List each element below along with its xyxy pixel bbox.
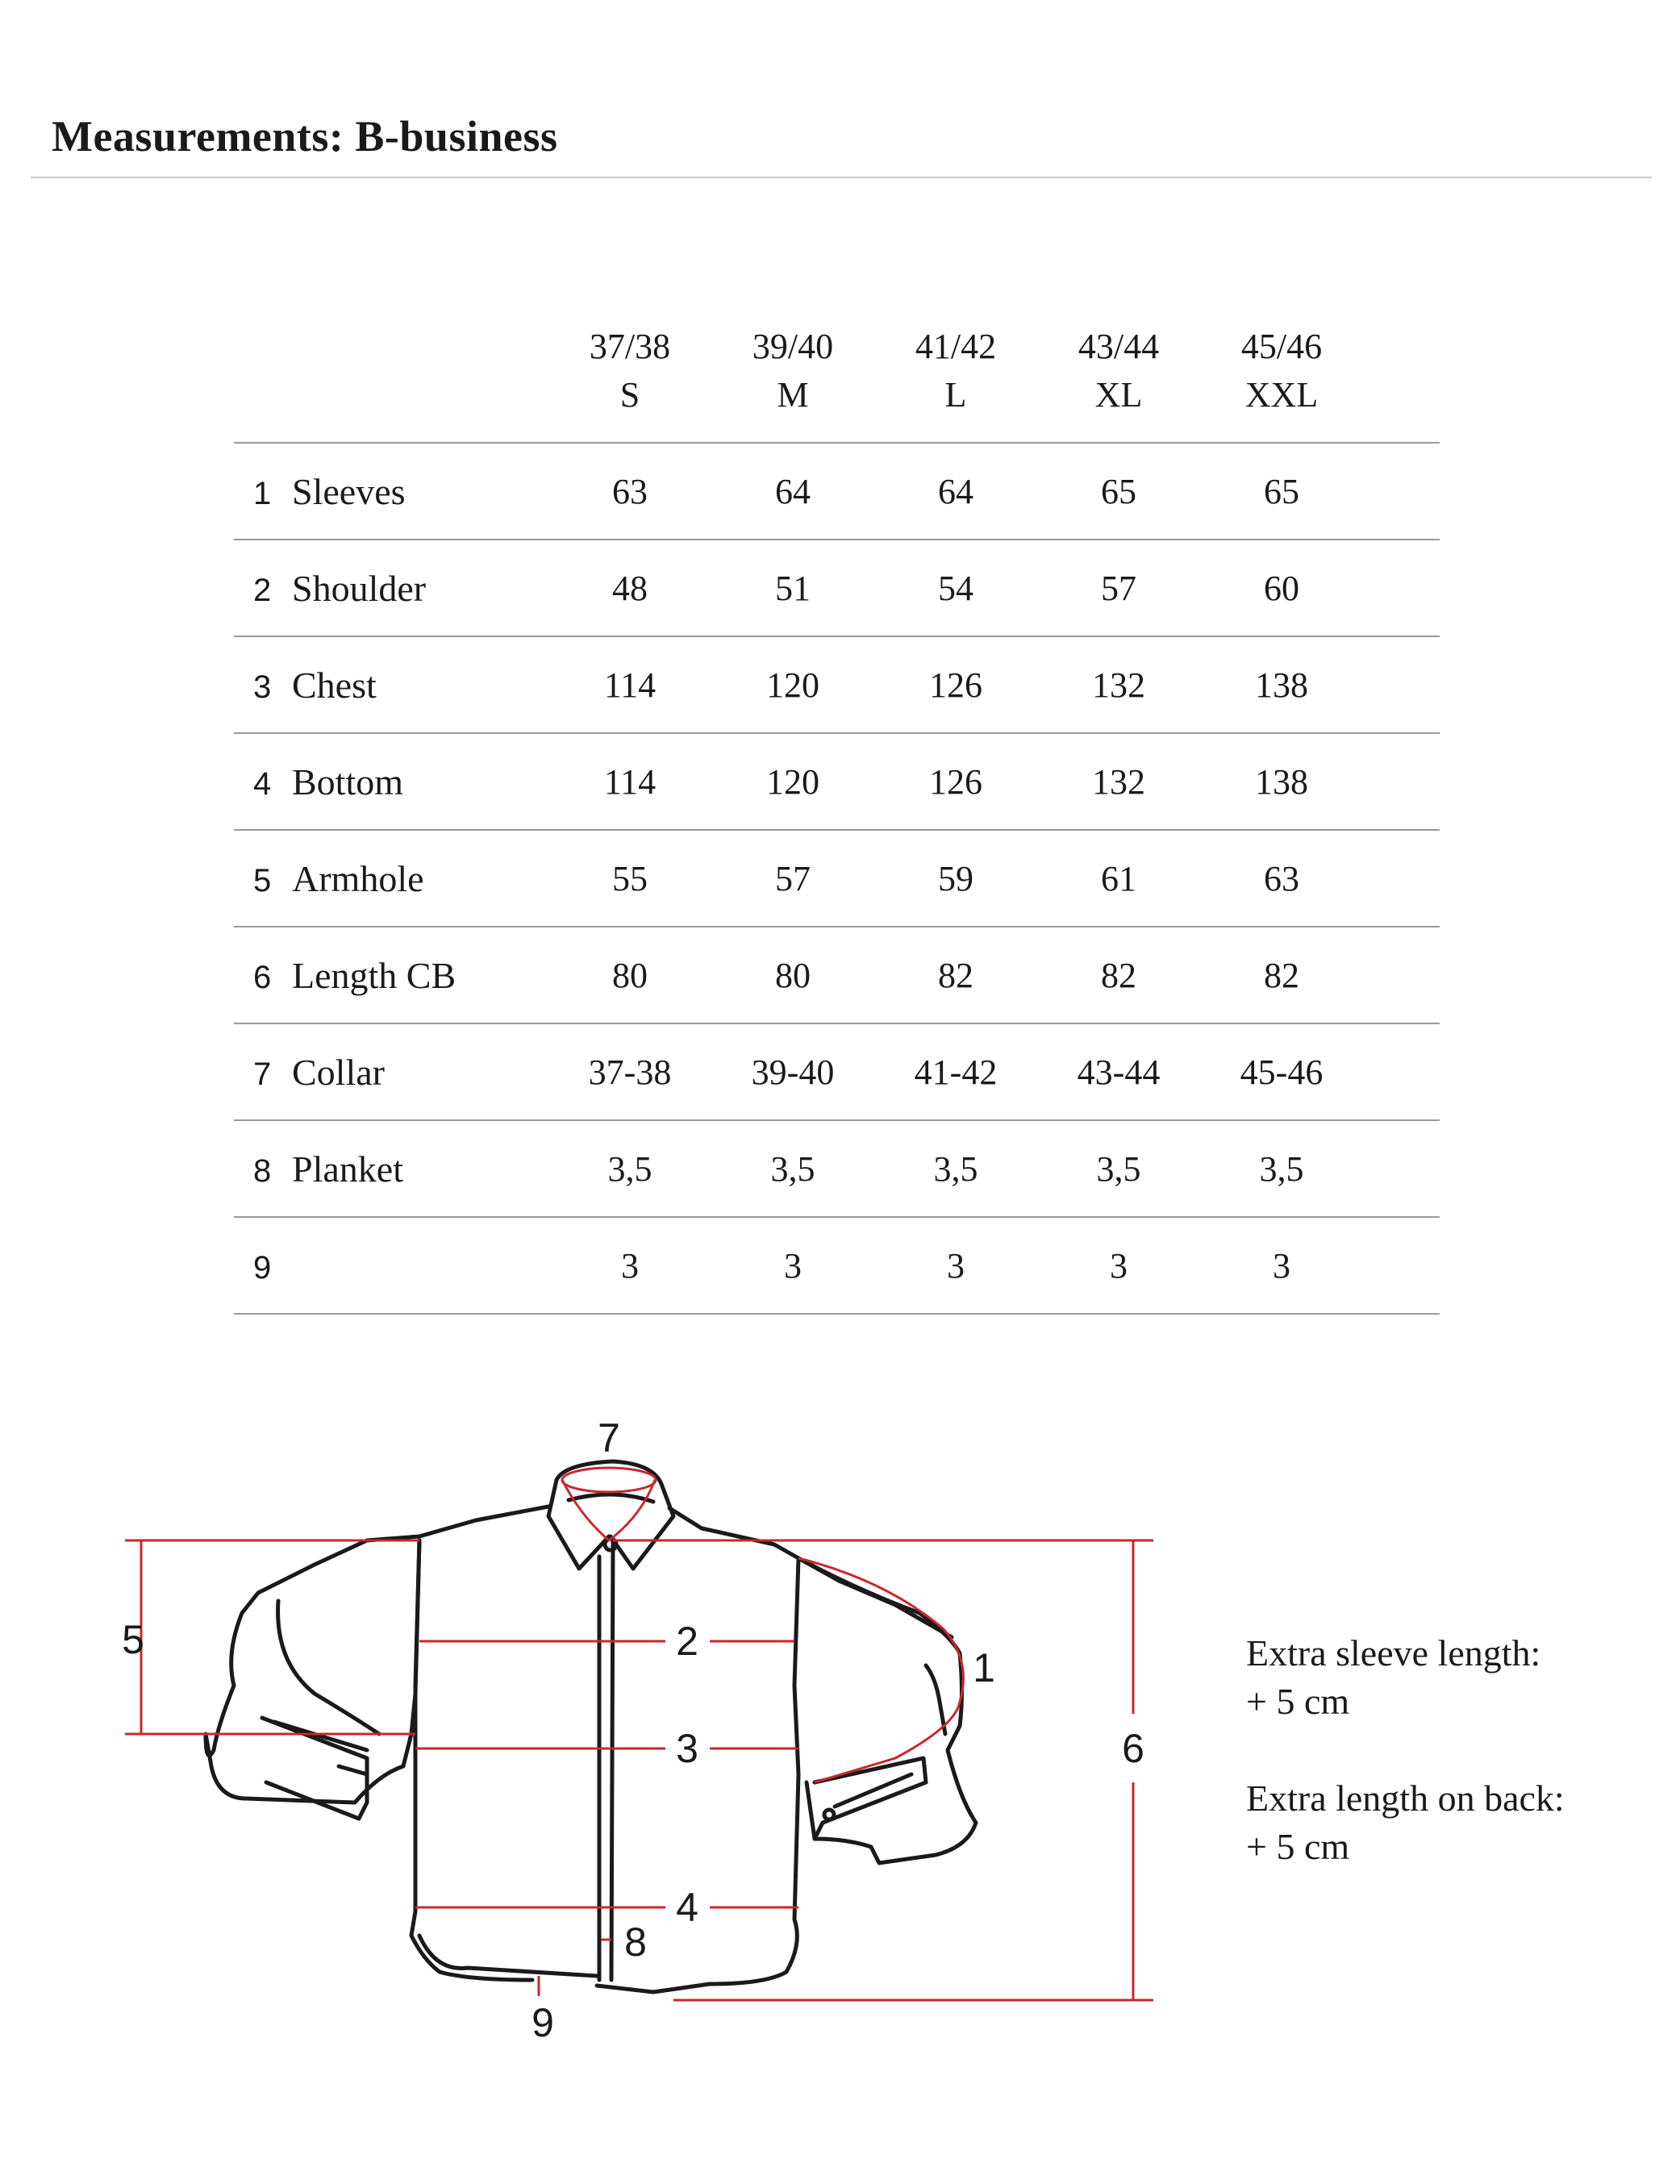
measurement-value: 82 <box>1264 955 1299 995</box>
hem <box>419 1936 597 1976</box>
page-title: Measurements: B-business <box>52 112 558 160</box>
table-row <box>234 636 1440 733</box>
measurement-value: 114 <box>603 665 657 705</box>
measurement-value: 3 <box>947 1245 965 1286</box>
row-label <box>234 1023 548 1120</box>
measurement-value: 138 <box>1255 761 1308 802</box>
row-name: Sleeves <box>292 470 406 512</box>
label-1: 1 <box>973 1645 995 1690</box>
row-number: 5 <box>253 862 272 898</box>
row-name: Bottom <box>292 761 404 802</box>
measurement-value: 132 <box>1092 665 1145 705</box>
measurement-value: 80 <box>612 955 648 995</box>
measurement-value: 120 <box>766 665 819 705</box>
header-size-xxl <box>1200 323 1363 443</box>
row-spacer-cell <box>1363 927 1440 1023</box>
measurement-value: 39-40 <box>751 1052 835 1092</box>
measurement-value: 45-46 <box>1240 1052 1324 1092</box>
measurement-value: 132 <box>1092 761 1145 802</box>
row-number: 3 <box>253 669 272 705</box>
placket-right <box>611 1540 613 1980</box>
measurement-value: 82 <box>1101 955 1136 995</box>
label-5: 5 <box>122 1617 144 1662</box>
table-row <box>234 927 1440 1023</box>
body-left-side <box>411 1540 532 1980</box>
header-size-xl <box>1037 323 1200 443</box>
measurement-value: 120 <box>766 761 819 802</box>
size-number: 45/46 <box>1240 327 1323 366</box>
row-number: 1 <box>253 475 272 511</box>
header-size-l <box>874 323 1037 443</box>
measurement-value: 3 <box>1273 1245 1290 1286</box>
measurement-value: 65 <box>1101 471 1136 511</box>
size-letter: XL <box>1094 375 1143 415</box>
row-name: Chest <box>292 664 377 706</box>
measurement-value: 55 <box>612 858 648 898</box>
measurement-table <box>234 323 1440 1315</box>
header-spacer-cell <box>1363 323 1440 443</box>
table-row <box>234 540 1440 636</box>
row-label <box>234 1217 548 1314</box>
measurement-value: 3,5 <box>770 1148 815 1189</box>
label-8: 8 <box>624 1919 647 1965</box>
label-2: 2 <box>676 1619 698 1664</box>
size-letter: L <box>944 375 967 415</box>
row-label <box>234 636 548 733</box>
row-label <box>234 927 548 1023</box>
row-number: 4 <box>253 765 272 802</box>
row-spacer-cell <box>1363 1217 1440 1314</box>
size-number: 37/38 <box>589 327 671 366</box>
row-spacer-cell <box>1363 733 1440 830</box>
row-label <box>234 733 548 830</box>
header-size-s <box>548 323 711 443</box>
left-shoulder-seam <box>242 1507 548 1613</box>
row-name: Planket <box>292 1148 403 1190</box>
measurement-value: 3 <box>621 1245 639 1286</box>
row-label <box>234 1120 548 1217</box>
extra-sleeve-heading: Extra sleeve length: <box>1246 1632 1541 1673</box>
label-6: 6 <box>1122 1726 1144 1771</box>
measure-7-collar <box>562 1468 656 1492</box>
title-divider <box>31 177 1652 178</box>
measurement-value: 126 <box>929 761 982 802</box>
table-row <box>234 1023 1440 1120</box>
size-number: 39/40 <box>752 327 834 366</box>
row-label <box>234 443 548 540</box>
measurement-value: 57 <box>1101 568 1136 608</box>
header-empty-cell <box>234 323 548 443</box>
right-shoulder-seam <box>669 1508 952 1637</box>
measurement-value: 3,5 <box>1096 1148 1141 1189</box>
measurement-value: 3,5 <box>1259 1148 1304 1189</box>
measurement-value: 3 <box>784 1245 802 1286</box>
measurement-value: 3,5 <box>607 1148 652 1189</box>
measurement-value: 3 <box>1110 1245 1128 1286</box>
measurement-value: 80 <box>775 955 811 995</box>
row-spacer-cell <box>1363 636 1440 733</box>
row-number: 2 <box>253 572 272 608</box>
measure-1-sleeve <box>798 1558 964 1782</box>
measurement-value: 51 <box>775 568 811 608</box>
row-number: 6 <box>253 959 272 995</box>
label-3: 3 <box>676 1726 698 1771</box>
row-name: Collar <box>292 1051 385 1093</box>
right-cuff <box>815 1758 926 1839</box>
measurement-value: 126 <box>929 665 982 705</box>
measurement-value: 59 <box>938 858 973 898</box>
table-row <box>234 733 1440 830</box>
table-header-row <box>234 323 1440 443</box>
row-label <box>234 540 548 636</box>
measure-labels <box>122 1415 1144 2045</box>
row-name: Armhole <box>292 857 424 899</box>
row-spacer-cell <box>1363 830 1440 927</box>
label-9: 9 <box>532 2000 554 2045</box>
measurement-value: 57 <box>775 858 811 898</box>
extra-back-value: + 5 cm <box>1246 1826 1350 1867</box>
row-number: 8 <box>253 1152 272 1189</box>
measurement-value: 48 <box>612 568 648 608</box>
measurement-value: 64 <box>775 471 811 511</box>
size-letter: S <box>619 375 640 415</box>
row-name: Length CB <box>292 954 456 996</box>
table-row <box>234 1217 1440 1314</box>
row-name: Shoulder <box>292 567 427 609</box>
measurement-value: 64 <box>938 471 973 511</box>
table-row <box>234 1120 1440 1217</box>
measurement-value: 43-44 <box>1077 1052 1161 1092</box>
measurement-value: 61 <box>1101 858 1136 898</box>
measurement-value: 138 <box>1255 665 1308 705</box>
left-sleeve <box>206 1540 419 1803</box>
right-sleeve-crease <box>926 1665 945 1734</box>
table-row <box>234 443 1440 540</box>
extra-back-heading: Extra length on back: <box>1246 1778 1565 1819</box>
size-number: 41/42 <box>915 327 997 366</box>
row-label <box>234 830 548 927</box>
table-row <box>234 830 1440 927</box>
header-size-m <box>711 323 874 443</box>
measurement-value: 63 <box>1264 858 1299 898</box>
right-cuff-button <box>824 1810 834 1819</box>
row-number: 7 <box>253 1056 272 1092</box>
label-4: 4 <box>676 1885 698 1930</box>
row-spacer-cell <box>1363 540 1440 636</box>
measurement-value: 37-38 <box>588 1052 672 1092</box>
size-letter: XXL <box>1244 375 1319 415</box>
left-sleeve-crease <box>278 1601 379 1734</box>
row-spacer-cell <box>1363 1023 1440 1120</box>
measurement-value: 3,5 <box>933 1148 978 1189</box>
measurement-value: 54 <box>938 568 973 608</box>
extra-sleeve-value: + 5 cm <box>1246 1681 1350 1722</box>
row-spacer-cell <box>1363 1120 1440 1217</box>
size-letter: M <box>777 375 809 415</box>
size-number: 43/44 <box>1078 327 1160 366</box>
measurement-value: 41-42 <box>914 1052 998 1092</box>
measurement-value: 65 <box>1264 471 1299 511</box>
shirt-diagram <box>0 1403 1210 2049</box>
measurement-value: 82 <box>938 955 973 995</box>
row-spacer-cell <box>1363 443 1440 540</box>
label-7: 7 <box>598 1415 620 1461</box>
extra-back-note <box>1246 1774 1565 1871</box>
row-number: 9 <box>253 1249 272 1286</box>
measurement-value: 63 <box>612 471 648 511</box>
measurement-value: 60 <box>1264 568 1299 608</box>
measurement-value: 114 <box>603 761 657 802</box>
collar-band <box>569 1494 653 1502</box>
extra-sleeve-note <box>1246 1629 1540 1726</box>
